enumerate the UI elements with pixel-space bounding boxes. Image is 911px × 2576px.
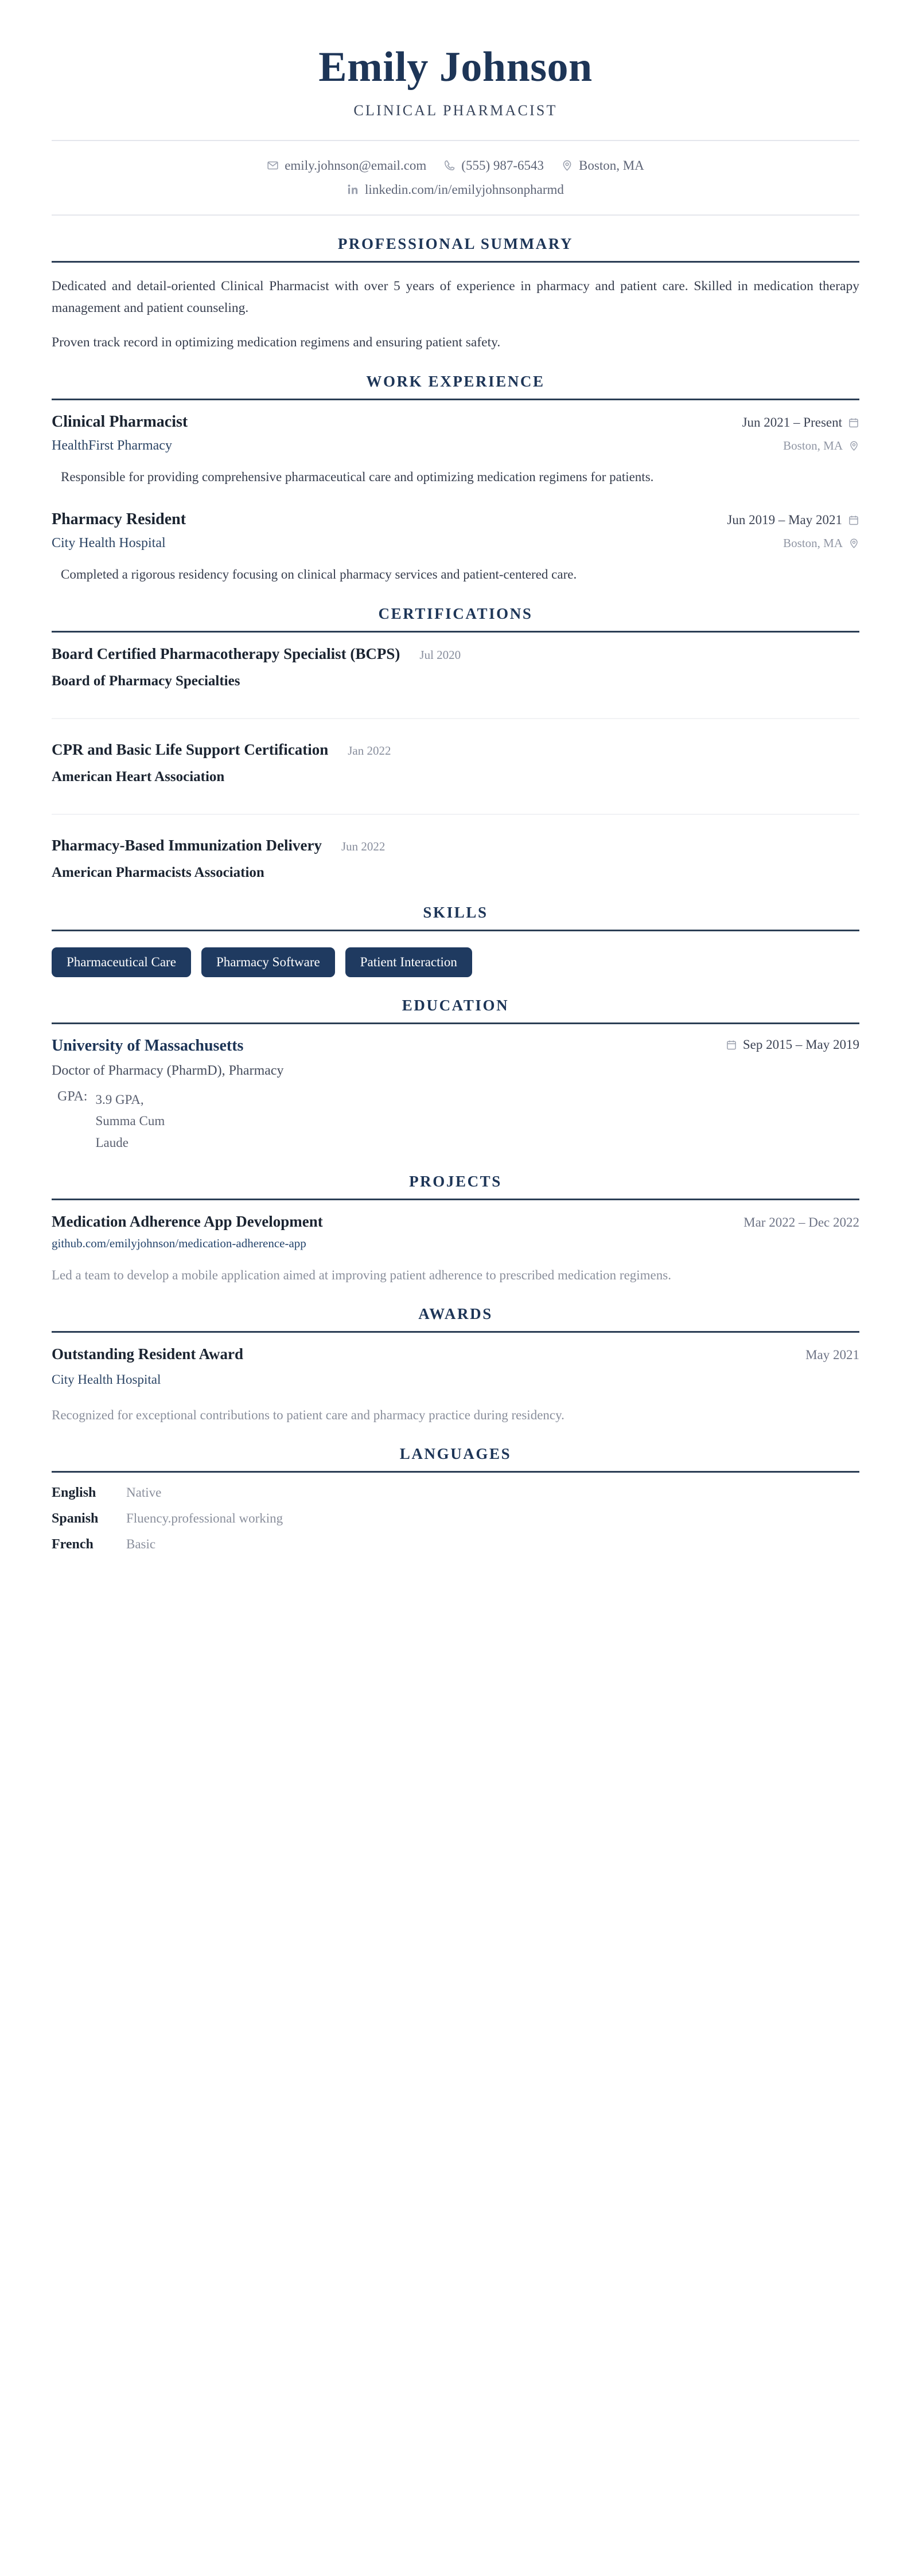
award-entry bbox=[52, 1345, 859, 1426]
experience-entry bbox=[52, 510, 859, 585]
education-degree: Doctor of Pharmacy (PharmD), Pharmacy bbox=[52, 1063, 284, 1079]
location-icon bbox=[848, 538, 859, 549]
certification-name: Board Certified Pharmacotherapy Specialist (BCPS) bbox=[52, 645, 400, 662]
candidate-name: Emily Johnson bbox=[318, 44, 593, 91]
experience-body bbox=[52, 400, 859, 586]
language-level: Fluency.professional working bbox=[126, 1511, 283, 1526]
experience-entry bbox=[52, 413, 859, 487]
certification-entry bbox=[52, 741, 859, 815]
award-entry-header bbox=[52, 1345, 859, 1363]
certification-header bbox=[52, 741, 859, 759]
award-name: Outstanding Resident Award bbox=[52, 1345, 244, 1363]
header-divider-top bbox=[52, 140, 859, 141]
section-heading-projects: PROJECTS bbox=[409, 1172, 502, 1190]
certification-date: Jul 2020 bbox=[419, 647, 461, 662]
education-entry bbox=[52, 1037, 859, 1153]
job-date bbox=[742, 415, 859, 430]
education-gpa-value: 3.9 GPA, Summa Cum Laude bbox=[95, 1092, 165, 1150]
job-title: Pharmacy Resident bbox=[52, 510, 186, 529]
certification-header bbox=[52, 645, 859, 663]
contact-row-primary bbox=[52, 158, 859, 173]
section-languages bbox=[52, 1445, 859, 1552]
project-entry bbox=[52, 1213, 859, 1286]
section-work-experience bbox=[52, 373, 859, 586]
experience-entry-header bbox=[52, 510, 859, 529]
page-bottom-spacer bbox=[52, 1552, 859, 1593]
language-level: Basic bbox=[126, 1537, 156, 1552]
education-entry-header bbox=[52, 1037, 859, 1055]
section-education bbox=[52, 997, 859, 1153]
education-date bbox=[726, 1037, 859, 1052]
contact-phone-text: (555) 987-6543 bbox=[461, 158, 544, 173]
skill-pill: Pharmacy Software bbox=[201, 947, 335, 977]
language-name: Spanish bbox=[52, 1511, 99, 1527]
section-heading-education: EDUCATION bbox=[402, 997, 509, 1014]
skill-pill: Pharmaceutical Care bbox=[52, 947, 191, 977]
certification-issuer: American Pharmacists Association bbox=[52, 864, 264, 880]
experience-entry-subheader bbox=[52, 438, 859, 454]
summary-body bbox=[52, 263, 859, 353]
certification-issuer: American Heart Association bbox=[52, 768, 225, 784]
awards-body bbox=[52, 1333, 859, 1426]
linkedin-icon bbox=[347, 184, 359, 196]
job-date-text: Jun 2021 – Present bbox=[742, 415, 842, 430]
certification-issuer: Board of Pharmacy Specialties bbox=[52, 673, 240, 689]
section-heading-awards: AWARDS bbox=[418, 1305, 493, 1323]
job-title: Clinical Pharmacist bbox=[52, 413, 188, 431]
language-name: English bbox=[52, 1485, 96, 1501]
job-date bbox=[727, 513, 859, 528]
section-awards bbox=[52, 1305, 859, 1426]
skill-pill: Patient Interaction bbox=[345, 947, 472, 977]
header-divider-bottom bbox=[52, 214, 859, 216]
location-icon bbox=[561, 159, 573, 171]
phone-icon bbox=[443, 159, 456, 171]
certification-date: Jun 2022 bbox=[341, 839, 386, 853]
certification-header bbox=[52, 837, 859, 854]
section-heading-certifications: CERTIFICATIONS bbox=[378, 604, 533, 622]
contact-row-secondary bbox=[52, 182, 859, 197]
project-url[interactable]: github.com/emilyjohnson/medication-adherence-app bbox=[52, 1236, 306, 1250]
section-skills bbox=[52, 904, 859, 977]
experience-entry-subheader bbox=[52, 536, 859, 551]
job-organization: City Health Hospital bbox=[52, 536, 166, 551]
contact-location bbox=[561, 158, 644, 173]
section-heading-summary: PROFESSIONAL SUMMARY bbox=[337, 235, 574, 252]
contact-email-text: emily.johnson@email.com bbox=[285, 158, 427, 173]
resume-header bbox=[52, 0, 859, 216]
project-entry-header bbox=[52, 1213, 859, 1231]
language-level: Native bbox=[126, 1485, 162, 1500]
contact-location-text: Boston, MA bbox=[579, 158, 644, 173]
award-issuer: City Health Hospital bbox=[52, 1372, 161, 1387]
job-location-text: Boston, MA bbox=[783, 439, 843, 453]
certification-entry bbox=[52, 645, 859, 719]
job-description: Responsible for providing comprehensive pharmaceutical care and optimizing medication regimens for patients. bbox=[61, 470, 654, 485]
award-date: May 2021 bbox=[805, 1348, 859, 1363]
section-professional-summary bbox=[52, 235, 859, 353]
award-description: Recognized for exceptional contributions to patient care and pharmacy practice during residency. bbox=[52, 1408, 564, 1423]
contact-phone[interactable] bbox=[443, 158, 544, 173]
section-heading-skills: SKILLS bbox=[423, 903, 488, 921]
calendar-icon bbox=[848, 514, 859, 526]
certifications-body bbox=[52, 633, 859, 884]
contact-linkedin-text: linkedin.com/in/emilyjohnsonpharmd bbox=[365, 182, 564, 197]
project-description: Led a team to develop a mobile application aimed at improving patient adherence to prescribed medication regimens. bbox=[52, 1267, 671, 1282]
skills-body bbox=[52, 931, 859, 977]
calendar-icon bbox=[848, 417, 859, 428]
certification-date: Jan 2022 bbox=[348, 743, 391, 758]
calendar-icon bbox=[726, 1039, 737, 1051]
certification-name: Pharmacy-Based Immunization Delivery bbox=[52, 836, 322, 854]
job-location bbox=[783, 536, 859, 551]
certification-entry bbox=[52, 837, 859, 884]
summary-paragraph: Proven track record in optimizing medication regimens and ensuring patient safety. bbox=[52, 335, 501, 350]
language-row bbox=[52, 1485, 859, 1501]
contact-linkedin[interactable] bbox=[347, 182, 564, 197]
job-location bbox=[783, 439, 859, 453]
section-heading-languages: LANGUAGES bbox=[399, 1445, 512, 1463]
section-projects bbox=[52, 1173, 859, 1286]
certification-name: CPR and Basic Life Support Certification bbox=[52, 740, 329, 758]
language-row bbox=[52, 1511, 859, 1527]
job-date-text: Jun 2019 – May 2021 bbox=[727, 513, 842, 528]
summary-paragraph: Dedicated and detail-oriented Clinical Pharmacist with over 5 years of experience in pharmacy and patient care. Skilled in medication therapy management and patient counseling. bbox=[52, 278, 859, 315]
language-row bbox=[52, 1537, 859, 1552]
education-gpa bbox=[52, 1089, 859, 1153]
section-heading-experience: WORK EXPERIENCE bbox=[366, 373, 545, 391]
job-organization: HealthFirst Pharmacy bbox=[52, 438, 172, 454]
section-certifications bbox=[52, 605, 859, 884]
education-date-text: Sep 2015 – May 2019 bbox=[742, 1037, 859, 1052]
education-gpa-label: GPA: bbox=[57, 1089, 88, 1104]
education-school: University of Massachusetts bbox=[52, 1037, 244, 1055]
education-body bbox=[52, 1024, 859, 1153]
contact-email[interactable] bbox=[267, 158, 426, 173]
project-date: Mar 2022 – Dec 2022 bbox=[743, 1215, 859, 1230]
job-location-text: Boston, MA bbox=[783, 536, 843, 551]
project-name: Medication Adherence App Development bbox=[52, 1212, 323, 1230]
projects-body bbox=[52, 1200, 859, 1286]
skills-list bbox=[52, 944, 859, 977]
candidate-job-title: CLINICAL PHARMACIST bbox=[353, 102, 558, 119]
languages-body bbox=[52, 1473, 859, 1552]
job-description: Completed a rigorous residency focusing on clinical pharmacy services and patient-centered care. bbox=[61, 567, 577, 582]
language-name: French bbox=[52, 1537, 94, 1552]
email-icon bbox=[267, 159, 279, 171]
experience-entry-header bbox=[52, 413, 859, 431]
location-icon bbox=[848, 440, 859, 451]
